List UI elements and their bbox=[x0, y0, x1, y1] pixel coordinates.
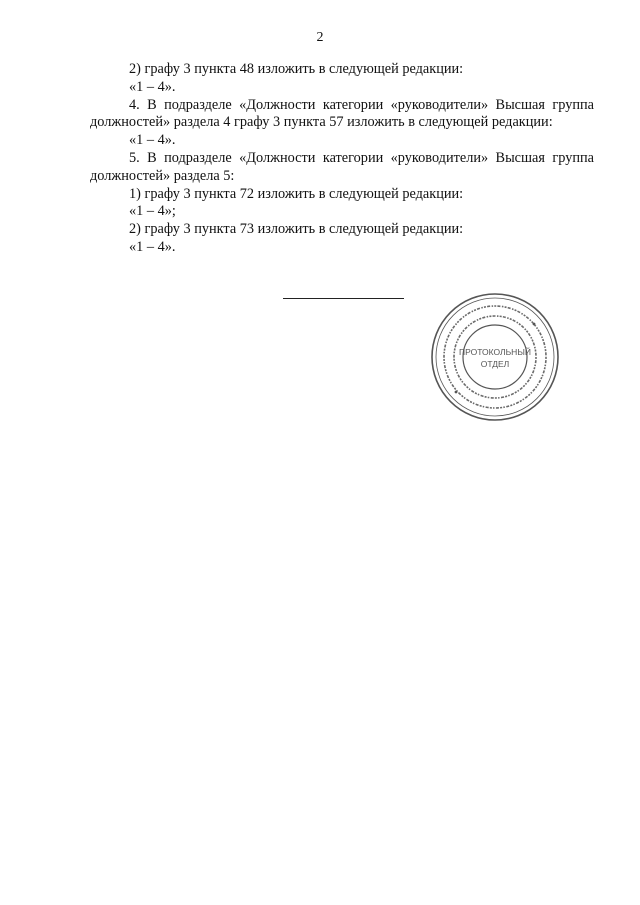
document-body bbox=[90, 61, 594, 257]
official-stamp bbox=[430, 292, 560, 422]
paragraph-subitem-1: 1) графу 3 пункта 72 изложить в следующей редакции: bbox=[129, 185, 464, 202]
paragraph-item-4: 4. В подразделе «Должности категории «руководители» Высшая группа должностей» раздела 4 графу 3 пункта 57 изложить в следующей редакции: bbox=[90, 96, 594, 131]
paragraph-item-5: 5. В подразделе «Должности категории «руководители» Высшая группа должностей» раздела 5: bbox=[90, 149, 594, 184]
separator-line bbox=[283, 298, 404, 299]
stamp-center-line2: ОТДЕЛ bbox=[480, 359, 510, 369]
stamp-center-line1: ПРОТОКОЛЬНЫЙ bbox=[459, 347, 531, 357]
paragraph-value: «1 – 4»; bbox=[129, 203, 176, 220]
paragraph-value: «1 – 4». bbox=[129, 238, 176, 255]
paragraph-value: «1 – 4». bbox=[129, 78, 176, 95]
paragraph-subitem-2: 2) графу 3 пункта 73 изложить в следующей редакции: bbox=[129, 221, 464, 238]
page-number: 2 bbox=[316, 30, 324, 45]
stamp-icon bbox=[430, 292, 560, 422]
paragraph-value: «1 – 4». bbox=[129, 132, 176, 149]
paragraph-item-2: 2) графу 3 пункта 48 изложить в следующей редакции: bbox=[129, 61, 464, 77]
